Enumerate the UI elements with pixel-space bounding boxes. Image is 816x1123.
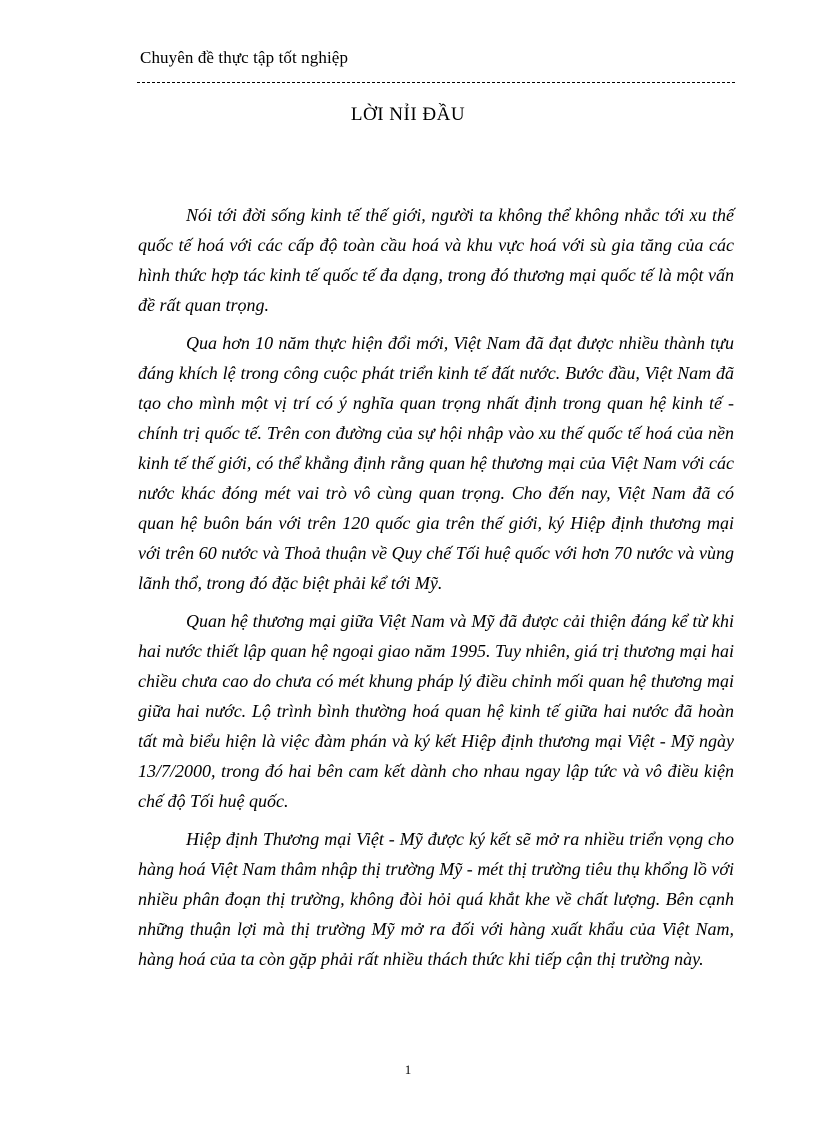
body-text xyxy=(138,200,734,982)
page-title: LỜI NỈI ĐẦU xyxy=(350,104,466,125)
header-divider xyxy=(137,82,735,83)
running-header: Chuyên đề thực tập tốt nghiệp xyxy=(140,48,349,67)
paragraph: Qua hơn 10 năm thực hiện đổi mới, Việt Nam đã đạt được nhiều thành tựu đáng khích lệ trong công cuộc phát triển kinh tế đất nước. Bước đầu, Việt Nam đã tạo cho mình một vị trí có ý nghĩa quan trọng nhất định trong quan hệ kinh tế - chính trị quốc tế. Trên con đường của sự hội nhập vào xu thế quốc tế hoá của nền kinh tế thế giới, có thể khẳng định rằng quan hệ thương mại của Việt Nam với các nước khác đóng mét vai trò vô cùng quan trọng. Cho đến nay, Việt Nam đã có quan hệ buôn bán với trên 120 quốc gia trên thế giới, ký Hiệp định thương mại với trên 60 nước và Thoả thuận về Quy chế Tối huệ quốc với hơn 70 nước và vùng lãnh thổ, trong đó đặc biệt phải kể tới Mỹ. xyxy=(138,333,734,593)
paragraph: Hiệp định Thương mại Việt - Mỹ được ký kết sẽ mở ra nhiều triển vọng cho hàng hoá Việt Nam thâm nhập thị trường Mỹ - mét thị trường tiêu thụ khổng lồ với nhiều phân đoạn thị trường, không đòi hỏi quá khắt khe về chất lượng. Bên cạnh những thuận lợi mà thị trường Mỹ mở ra đối với hàng xuất khẩu của Việt Nam, hàng hoá của ta còn gặp phải rất nhiều thách thức khi tiếp cận thị trường này. xyxy=(138,829,734,969)
paragraph: Quan hệ thương mại giữa Việt Nam và Mỹ đã được cải thiện đáng kể từ khi hai nước thiết lập quan hệ ngoại giao năm 1995. Tuy nhiên, giá trị thương mại hai chiều chưa cao do chưa có mét khung pháp lý điều chỉnh mối quan hệ thương mại giữa hai nước. Lộ trình bình thường hoá quan hệ kinh tế giữa hai nước đã hoàn tất mà biểu hiện là việc đàm phán và ký kết Hiệp định thương mại Việt - Mỹ ngày 13/7/2000, trong đó hai bên cam kết dành cho nhau ngay lập tức và vô điều kiện chế độ Tối huệ quốc. xyxy=(138,611,734,811)
page-number: 1 xyxy=(404,1062,412,1077)
paragraph: Nói tới đời sống kinh tế thế giới, người ta không thể không nhắc tới xu thế quốc tế hoá với các cấp độ toàn cầu hoá và khu vực hoá với sù gia tăng của các hình thức hợp tác kinh tế quốc tế đa dạng, trong đó thương mại quốc tế là một vấn đề rất quan trọng. xyxy=(138,205,734,315)
